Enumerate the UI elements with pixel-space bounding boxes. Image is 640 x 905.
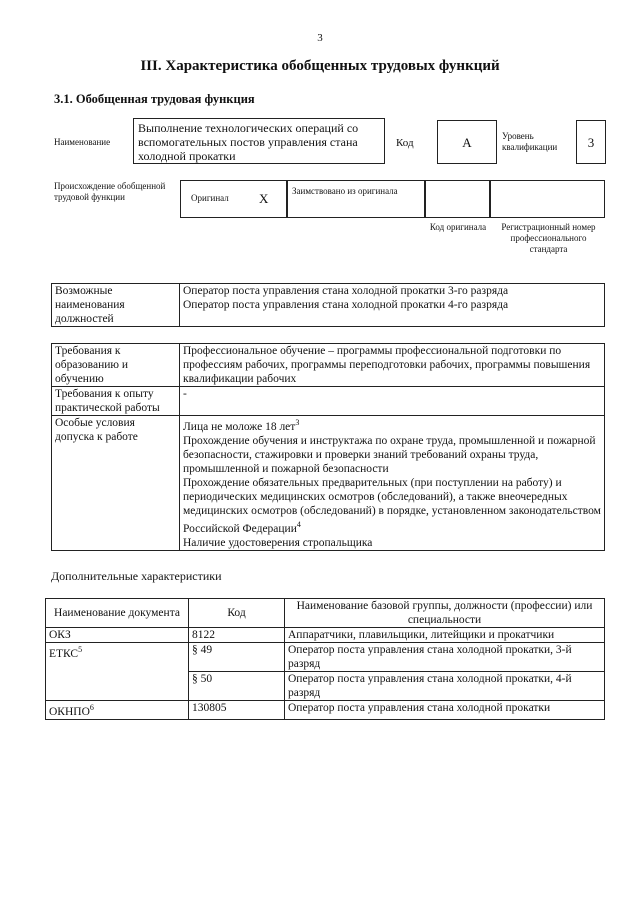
- page-number: 3: [317, 32, 323, 44]
- special-item: [183, 476, 601, 536]
- function-name: Выполнение технологических операций со вспомогательных постов управления стана холодной прокатки: [133, 118, 385, 164]
- okpdtr-code: 130805: [189, 701, 285, 720]
- experience-value: -: [180, 387, 605, 416]
- etks-name: Оператор поста управления стана холодной прокатки, 4-й разряд: [285, 672, 605, 701]
- original-label: Оригинал: [191, 193, 229, 203]
- section-title: III. Характеристика обобщенных трудовых функций: [140, 58, 500, 74]
- okpdtr-doc-text: ОКНПО: [49, 705, 90, 718]
- original-cell: [180, 180, 287, 218]
- special-item-text: Лица не моложе 18 лет: [183, 420, 296, 433]
- etks-name: Оператор поста управления стана холодной прокатки, 3-й разряд: [285, 643, 605, 672]
- footnote-ref: 3: [295, 418, 300, 427]
- special-item: Прохождение обучения и инструктажа по охране труда, промышленной и пожарной безопасности, стажировки и проверки знаний требований охраны труда, промышленной и пожарной безопасности: [183, 434, 596, 475]
- special-item: [183, 416, 601, 434]
- okpdtr-doc: [46, 701, 189, 720]
- origin-reg-cell: [490, 180, 605, 218]
- positions-table: [51, 283, 605, 327]
- okz-code: 8122: [189, 628, 285, 643]
- origin-code-cell: [425, 180, 490, 218]
- origin-label: Происхождение обобщенной трудовой функции: [54, 181, 166, 202]
- okz-name: Аппаратчики, плавильщики, литейщики и прокатчики: [285, 628, 605, 643]
- additional-caption: Дополнительные характеристики: [51, 569, 222, 583]
- reg-caption: Регистрационный номер профессионального стандарта: [501, 222, 596, 254]
- code-label: Код: [396, 137, 414, 149]
- level-label: Уровень квалификации: [502, 131, 558, 152]
- experience-label: Требования к опыту практической работы: [52, 387, 180, 416]
- special-item: Наличие удостоверения стропальщика: [183, 536, 373, 549]
- name-label: Наименование: [54, 137, 111, 147]
- etks-doc: [46, 643, 189, 701]
- code-value: А: [437, 120, 497, 164]
- subsection-title: 3.1. Обобщенная трудовая функция: [54, 92, 255, 106]
- special-item-text: Прохождение обязательных предварительных (при поступлении на работу) и периодических медицинских осмотров (обследований), а также внеочередных медицинских осмотров (обследований) в порядке, установленном законодательством Российской Федерации: [183, 476, 601, 535]
- okz-doc: ОКЗ: [46, 628, 189, 643]
- position-item: Оператор поста управления стана холодной прокатки 3-го разряда: [183, 285, 509, 297]
- original-mark: X: [259, 191, 269, 206]
- borrowed-label: Заимствовано из оригинала: [287, 180, 425, 218]
- etks-code: § 49: [189, 643, 285, 672]
- education-value: Профессиональное обучение – программы профессиональной подготовки по профессиям рабочих, программы переподготовки рабочих, программы повышения квалификации рабочих: [180, 344, 605, 387]
- positions-values: [180, 284, 605, 327]
- footnote-ref: 4: [296, 519, 301, 529]
- footnote-ref: 5: [78, 645, 83, 654]
- etks-doc-text: ЕТКС: [49, 647, 79, 660]
- footnote-ref: 6: [89, 703, 94, 712]
- okpdtr-name: Оператор поста управления стана холодной прокатки: [285, 701, 605, 720]
- additional-table: [45, 598, 605, 720]
- col-name-header: Наименование базовой группы, должности (профессии) или специальности: [285, 599, 605, 628]
- position-item: Оператор поста управления стана холодной прокатки 4-го разряда: [183, 299, 509, 311]
- requirements-table: [51, 343, 605, 551]
- education-label: Требования к образованию и обучению: [52, 344, 180, 387]
- special-values: [180, 416, 605, 551]
- positions-label: Возможные наименования должностей: [52, 284, 180, 327]
- etks-code: § 50: [189, 672, 285, 701]
- col-doc-header: Наименование документа: [46, 599, 189, 628]
- col-code-header: Код: [189, 599, 285, 628]
- special-label: Особые условия допуска к работе: [52, 416, 180, 551]
- level-value: 3: [576, 120, 606, 164]
- code-caption: Код оригинала: [429, 222, 487, 232]
